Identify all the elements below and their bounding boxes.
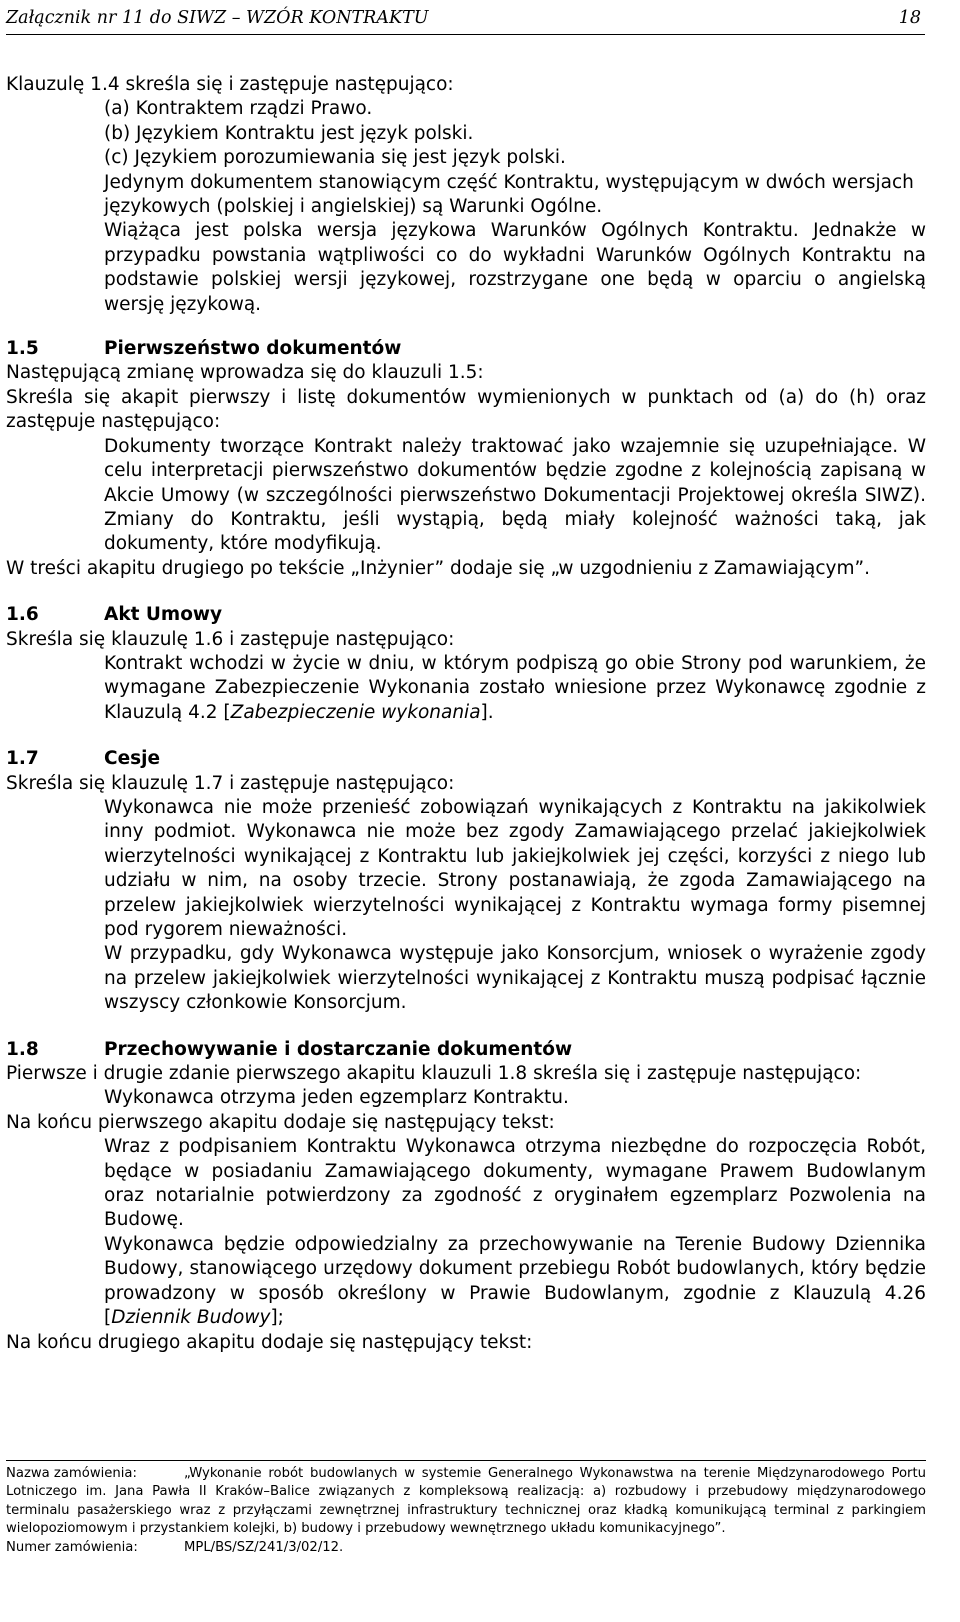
paragraph: Wraz z podpisaniem Kontraktu Wykonawca otrzyma niezbędne do rozpoczęcia Robót, będące w posiadaniu Zamawiającego dokumenty, wymagane Prawem Budowlanym oraz notarialnie potwierdzony za zgodność z oryginałem egzemplarz Pozwolenia na Budowę. — [104, 1136, 926, 1231]
paragraph: Kontrakt wchodzi w życie w dniu, w którym podpiszą go obie Strony pod warunkiem, że wymagane Zabezpieczenie Wykonania zostało wniesione przez Wykonawcę zgodnie z Klauzulą 4.2 [Zabezpieczenie wykonania]. — [104, 652, 926, 723]
section-title: Cesje — [104, 748, 161, 770]
paragraph: W treści akapitu drugiego po tekście „Inżynier” dodaje się „w uzgodnieniu z Zamawiającym”. — [6, 557, 870, 579]
paragraph-binding-version: Wiążąca jest polska wersja językowa Warunków Ogólnych Kontraktu. Jednakże w przypadku powstania wątpliwości co do wykładni Warunków Ogólnych Kontraktu na podstawie polskiej wersji językowej, rozstrzygane one będą w oparciu o angielską wersję językową. — [104, 220, 926, 315]
paragraph: Wykonawca otrzyma jeden egzemplarz Kontraktu. — [104, 1087, 569, 1109]
list-item-b: (b) Językiem Kontraktu jest język polski. — [104, 122, 474, 144]
section-number: 1.6 — [6, 604, 39, 626]
section-title: Akt Umowy — [104, 604, 223, 626]
section-number: 1.8 — [6, 1038, 39, 1060]
order-number-label: Numer zamówienia: — [6, 1539, 138, 1555]
section-number: 1.7 — [6, 748, 39, 770]
page-number: 18 — [898, 8, 921, 28]
list-item-a: (a) Kontraktem rządzi Prawo. — [104, 98, 373, 120]
paragraph: Wykonawca będzie odpowiedzialny za przechowywanie na Terenie Budowy Dziennika Budowy, stanowiącego urzędowy dokument przebiegu Robót budowlanych, który będzie prowadzony w sposób określony w Prawie Budowlanym, zgodnie z Klauzulą 4.26 [Dziennik Budowy]; — [104, 1233, 926, 1329]
section-title: Pierwszeństwo dokumentów — [104, 338, 402, 360]
section-heading-1-6 — [6, 603, 926, 627]
order-number — [6, 1539, 926, 1557]
order-name — [6, 1465, 926, 1539]
section-intro: Następującą zmianę wprowadza się do klauzuli 1.5: — [6, 362, 484, 384]
section-intro: Pierwsze i drugie zdanie pierwszego akapitu klauzuli 1.8 skreśla się i zastępuje następująco: — [6, 1063, 862, 1085]
page-header — [6, 4, 925, 35]
paragraph-clause-1-4: Klauzulę 1.4 skreśla się i zastępuje następująco: — [6, 74, 454, 95]
document-title: Załącznik nr 11 do SIWZ – WZÓR KONTRAKTU — [6, 8, 429, 28]
order-name-value: „Wykonanie robót budowlanych w systemie Generalnego Wykonawstwa na terenie Międzynarodowego Portu Lotniczego im. Jana Pawła II Kraków–Balice związanych z kompleksową realizacją: a) rozbudowy i przebudowy międzynarodowego terminalu pasażerskiego wraz z przyłączami zewnętrznej infrastruktury technicznej oraz kładką komunikującą terminal z parkingiem wielopoziomowym i przystankiem kolejki, b) budowy i przebudowy wewnętrznego układu komunikacyjnego”. — [6, 1466, 926, 1537]
document-body — [6, 73, 926, 1355]
section-title: Przechowywanie i dostarczanie dokumentów — [104, 1038, 573, 1060]
page-footer — [6, 1460, 926, 1557]
clause-reference: Dziennik Budowy — [111, 1307, 271, 1329]
section-heading-1-7 — [6, 747, 926, 771]
paragraph: W przypadku, gdy Wykonawca występuje jako Konsorcjum, wniosek o wyrażenie zgody na przelew jakiejkolwiek wierzytelności wynikającej z Kontraktu muszą podpisać łącznie wszyscy członkowie Konsorcjum. — [104, 943, 926, 1014]
paragraph: Dokumenty tworzące Kontrakt należy traktować jako wzajemnie się uzupełniające. W celu interpretacji pierwszeństwo dokumentów będzie zgodne z kolejnością zapisaną w Akcie Umowy (w szczególności pierwszeństwo Dokumentacji Projektowej określa SIWZ). Zmiany do Kontraktu, jeśli wystąpią, będą miały kolejność ważności taką, jak dokumenty, które modyfikują. — [104, 435, 926, 555]
paragraph-language-versions: Jedynym dokumentem stanowiącym część Kontraktu, występującym w dwóch wersjach językowych (polskiej i angielskiej) są Warunki Ogólne. — [104, 171, 914, 218]
paragraph: Wykonawca nie może przenieść zobowiązań wynikających z Kontraktu na jakikolwiek inny podmiot. Wykonawca nie może bez zgody Zamawiającego przelać jakiejkolwiek wierzytelności wynikającej z Kontraktu lub jakiejkolwiek jej części, korzyści z niego lub udziału w nim, na osoby trzecie. Strony postanawiają, że zgoda Zamawiającego na przelew jakiejkolwiek wierzytelności wynikającej z Kontraktu wymaga formy pisemnej pod rygorem nieważności. — [104, 796, 926, 940]
section-heading-1-5 — [6, 337, 926, 361]
order-number-value: MPL/BS/SZ/241/3/02/12. — [184, 1539, 344, 1555]
order-name-label: Nazwa zamówienia: — [6, 1466, 137, 1481]
clause-reference: Zabezpieczenie wykonania — [230, 701, 481, 723]
section-number: 1.5 — [6, 338, 39, 360]
section-intro: Skreśla się klauzulę 1.7 i zastępuje następująco: — [6, 772, 455, 794]
section-heading-1-8 — [6, 1038, 926, 1062]
section-intro: Skreśla się klauzulę 1.6 i zastępuje następująco: — [6, 628, 455, 650]
paragraph: Na końcu drugiego akapitu dodaje się następujący tekst: — [6, 1331, 533, 1353]
paragraph: Skreśla się akapit pierwszy i listę dokumentów wymienionych w punktach od (a) do (h) oraz zastępuje następująco: — [6, 386, 926, 433]
paragraph: Na końcu pierwszego akapitu dodaje się następujący tekst: — [6, 1111, 555, 1133]
list-item-c: (c) Językiem porozumiewania się jest język polski. — [104, 147, 566, 169]
